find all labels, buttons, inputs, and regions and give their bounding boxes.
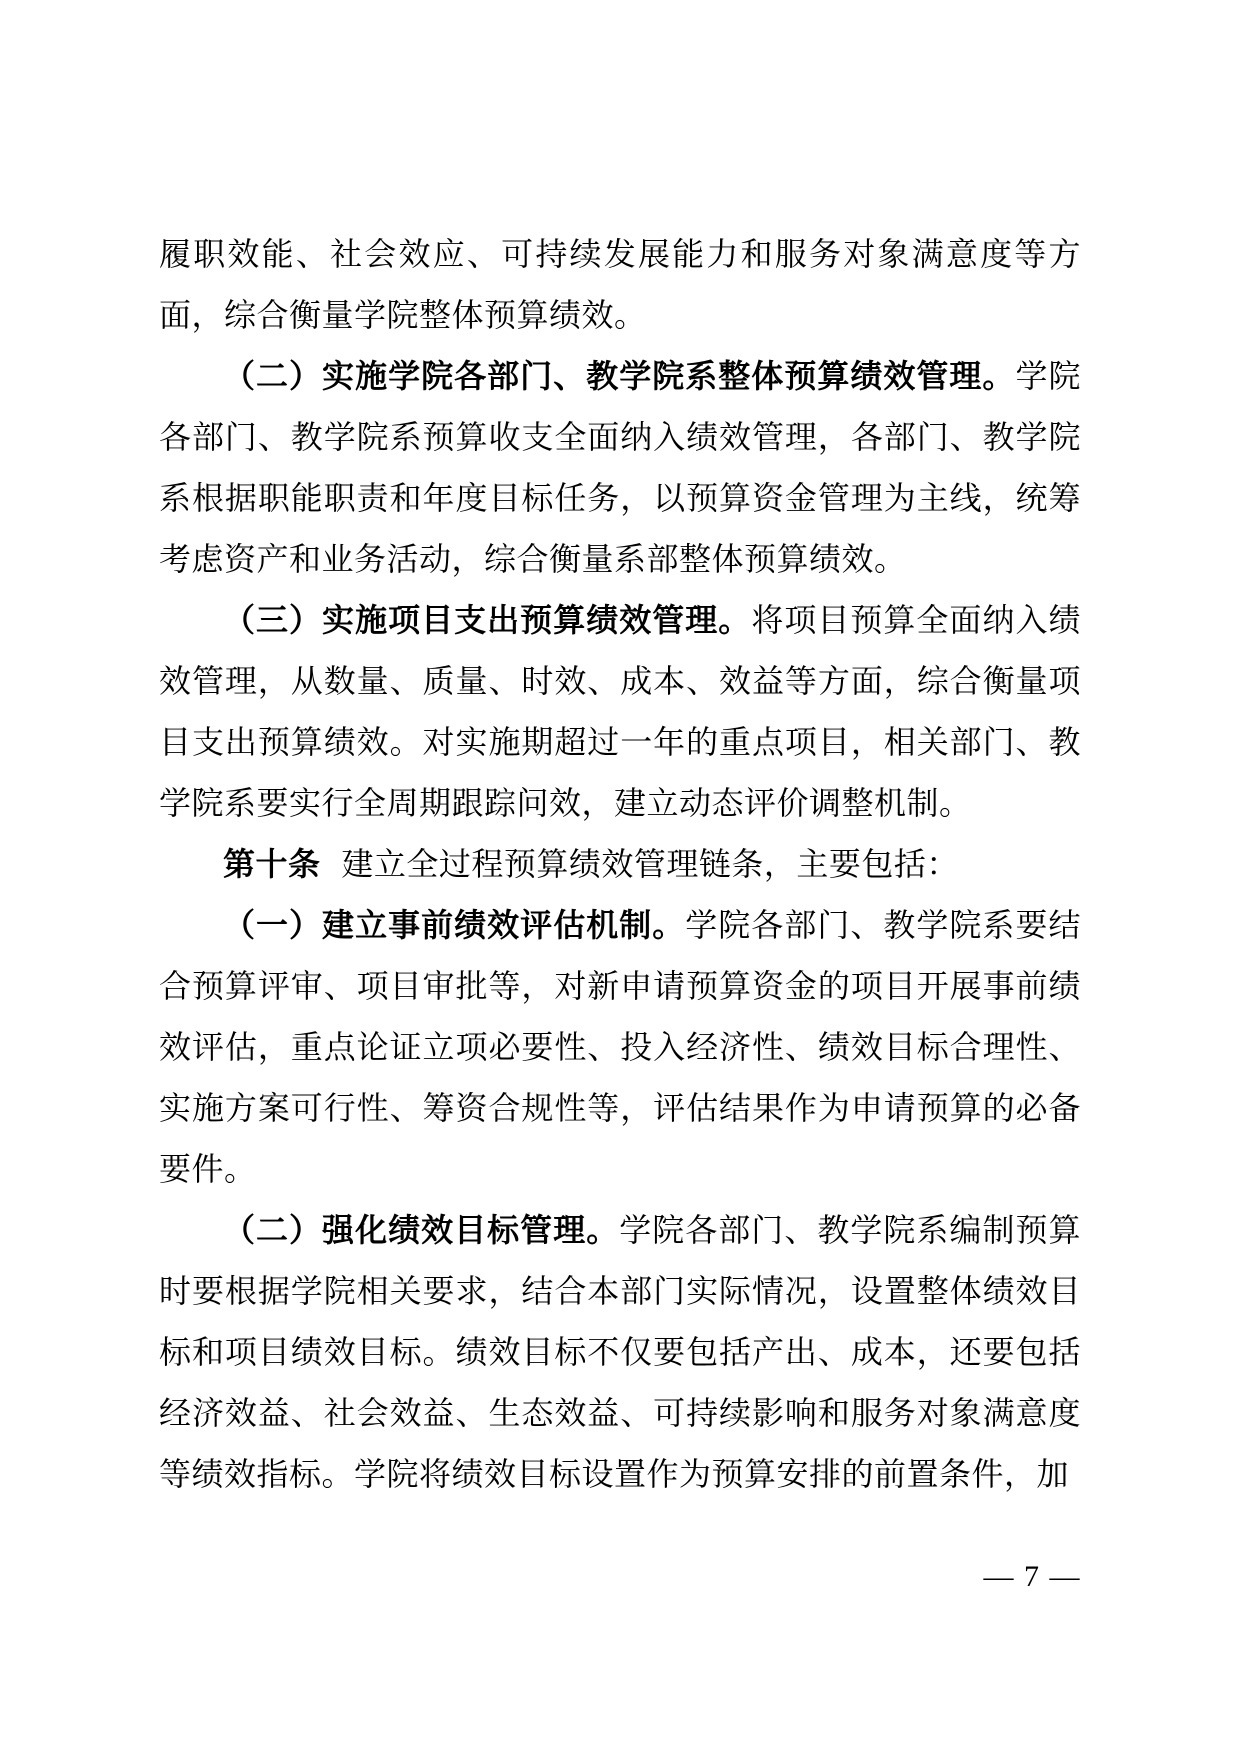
paragraph-heading: （二）强化绩效目标管理。 — [223, 1212, 620, 1248]
paragraph-body: 建立全过程预算绩效管理链条，主要包括： — [341, 846, 959, 882]
paragraph-heading: （三）实施项目支出预算绩效管理。 — [223, 602, 752, 638]
paragraph-body: 学院各部门、教学院系编制预算时要根据学院相关要求，结合本部门实际情况，设置整体绩效目标和项目绩效目标。绩效目标不仅要包括产出、成本，还要包括经济效益、社会效益、生态效益、可持续影响和服务对象满意度等绩效指标。学院将绩效目标设置作为预算安排的前置条件，加 — [159, 1212, 1081, 1492]
paragraph-item-3 — [159, 590, 1081, 834]
article-number-heading: 第十条 — [223, 846, 321, 882]
page-number: — 7 — — [983, 1560, 1081, 1593]
paragraph-body: 履职效能、社会效应、可持续发展能力和服务对象满意度等方面，综合衡量学院整体预算绩效。 — [159, 236, 1081, 333]
paragraph-article-10 — [159, 834, 1081, 895]
paragraph-body: 将项目预算全面纳入绩效管理，从数量、质量、时效、成本、效益等方面，综合衡量项目支出预算绩效。对实施期超过一年的重点项目，相关部门、教学院系要实行全周期跟踪问效，建立动态评价调整机制。 — [159, 602, 1081, 821]
paragraph-item-2 — [159, 346, 1081, 590]
paragraph-heading: （二）实施学院各部门、教学院系整体预算绩效管理。 — [223, 358, 1016, 394]
paragraph-body: 学院各部门、教学院系要结合预算评审、项目审批等，对新申请预算资金的项目开展事前绩效评估，重点论证立项必要性、投入经济性、绩效目标合理性、实施方案可行性、筹资合规性等，评估结果作为申请预算的必备要件。 — [159, 907, 1081, 1187]
paragraph-continuation — [159, 224, 1081, 346]
paragraph-item-1 — [159, 895, 1081, 1200]
paragraph-heading: （一）建立事前绩效评估机制。 — [223, 907, 686, 943]
paragraph-item-2b — [159, 1200, 1081, 1505]
paragraph-body: 学院各部门、教学院系预算收支全面纳入绩效管理，各部门、教学院系根据职能职责和年度目标任务，以预算资金管理为主线，统筹考虑资产和业务活动，综合衡量系部整体预算绩效。 — [159, 358, 1081, 577]
document-text-block — [159, 224, 1081, 1505]
